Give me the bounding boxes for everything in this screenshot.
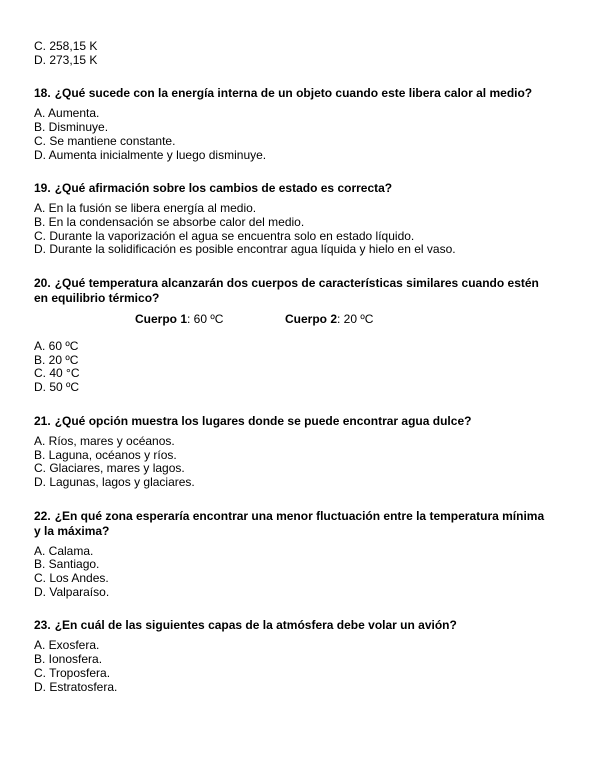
question-title xyxy=(34,181,554,196)
option-c: C. Troposfera. xyxy=(34,665,111,680)
question-number: 22. xyxy=(34,508,51,523)
option-b: B. Santiago. xyxy=(34,557,100,572)
question-text: ¿Qué afirmación sobre los cambios de estado es correcta? xyxy=(54,181,393,196)
question-title xyxy=(34,86,554,101)
question-text: ¿Qué sucede con la energía interna de un objeto cuando este libera calor al medio? xyxy=(54,86,533,101)
question-title xyxy=(34,276,554,306)
question-options xyxy=(34,639,554,694)
question-20 xyxy=(34,276,554,395)
option-d: D. Durante la solidificación es posible encontrar agua líquida y hielo en el vaso. xyxy=(34,242,456,257)
question-18 xyxy=(34,86,554,162)
question-number: 21. xyxy=(34,413,51,428)
previous-question-options xyxy=(34,40,554,67)
option-a: A. Aumenta. xyxy=(34,106,100,121)
question-title xyxy=(34,509,554,539)
body-2-temperature xyxy=(285,312,373,326)
question-options xyxy=(34,107,554,162)
bodies-temperatures xyxy=(34,312,554,328)
quiz-page xyxy=(34,40,554,694)
option-a: A. 60 ºC xyxy=(34,339,79,354)
question-options xyxy=(34,340,554,395)
option-a: A. Calama. xyxy=(34,543,94,558)
option-c: C. Se mantiene constante. xyxy=(34,133,176,148)
body-1-value: : 60 ºC xyxy=(187,312,224,327)
option-c: C. Glaciares, mares y lagos. xyxy=(34,461,185,476)
option-b: B. Ionosfera. xyxy=(34,652,103,667)
question-options xyxy=(34,202,554,257)
question-23 xyxy=(34,618,554,694)
option-c: C. Los Andes. xyxy=(34,571,109,586)
question-text: ¿Qué temperatura alcanzarán dos cuerpos de características similares cuando estén en equilibrio térmico? xyxy=(34,276,539,306)
option-a: A. En la fusión se libera energía al medio. xyxy=(34,201,257,216)
option: C. 258,15 K xyxy=(34,39,98,53)
body-2-value: : 20 ºC xyxy=(337,312,374,327)
option-c: C. Durante la vaporización el agua se encuentra solo en estado líquido. xyxy=(34,228,415,243)
question-21 xyxy=(34,414,554,490)
body-2-label: Cuerpo 2 xyxy=(285,312,338,327)
option-b: B. 20 ºC xyxy=(34,352,79,367)
option-b: B. Disminuye. xyxy=(34,120,109,135)
question-text: ¿En cuál de las siguientes capas de la atmósfera debe volar un avión? xyxy=(54,618,457,633)
question-options xyxy=(34,435,554,490)
question-22 xyxy=(34,509,554,600)
question-number: 18. xyxy=(34,86,51,101)
question-title xyxy=(34,618,554,633)
question-19 xyxy=(34,181,554,257)
option-b: B. Laguna, océanos y ríos. xyxy=(34,447,177,462)
question-text: ¿En qué zona esperaría encontrar una menor fluctuación entre la temperatura mínima y la máxima? xyxy=(34,508,545,538)
option-a: A. Exosfera. xyxy=(34,638,100,653)
option-d: D. 50 ºC xyxy=(34,380,80,395)
question-text: ¿Qué opción muestra los lugares donde se puede encontrar agua dulce? xyxy=(54,413,472,428)
option-a: A. Ríos, mares y océanos. xyxy=(34,433,175,448)
option-d: D. Estratosfera. xyxy=(34,679,118,694)
option-b: B. En la condensación se absorbe calor del medio. xyxy=(34,214,305,229)
question-number: 20. xyxy=(34,276,51,291)
question-number: 23. xyxy=(34,618,51,633)
body-1-temperature xyxy=(135,312,223,326)
question-number: 19. xyxy=(34,181,51,196)
option-d: D. Valparaíso. xyxy=(34,584,110,599)
option-d: D. Aumenta inicialmente y luego disminuye. xyxy=(34,147,267,162)
question-title xyxy=(34,414,554,429)
body-1-label: Cuerpo 1 xyxy=(135,312,188,327)
option-d: D. Lagunas, lagos y glaciares. xyxy=(34,474,195,489)
option-c: C. 40 °C xyxy=(34,366,80,381)
option: D. 273,15 K xyxy=(34,52,98,67)
question-options xyxy=(34,545,554,600)
